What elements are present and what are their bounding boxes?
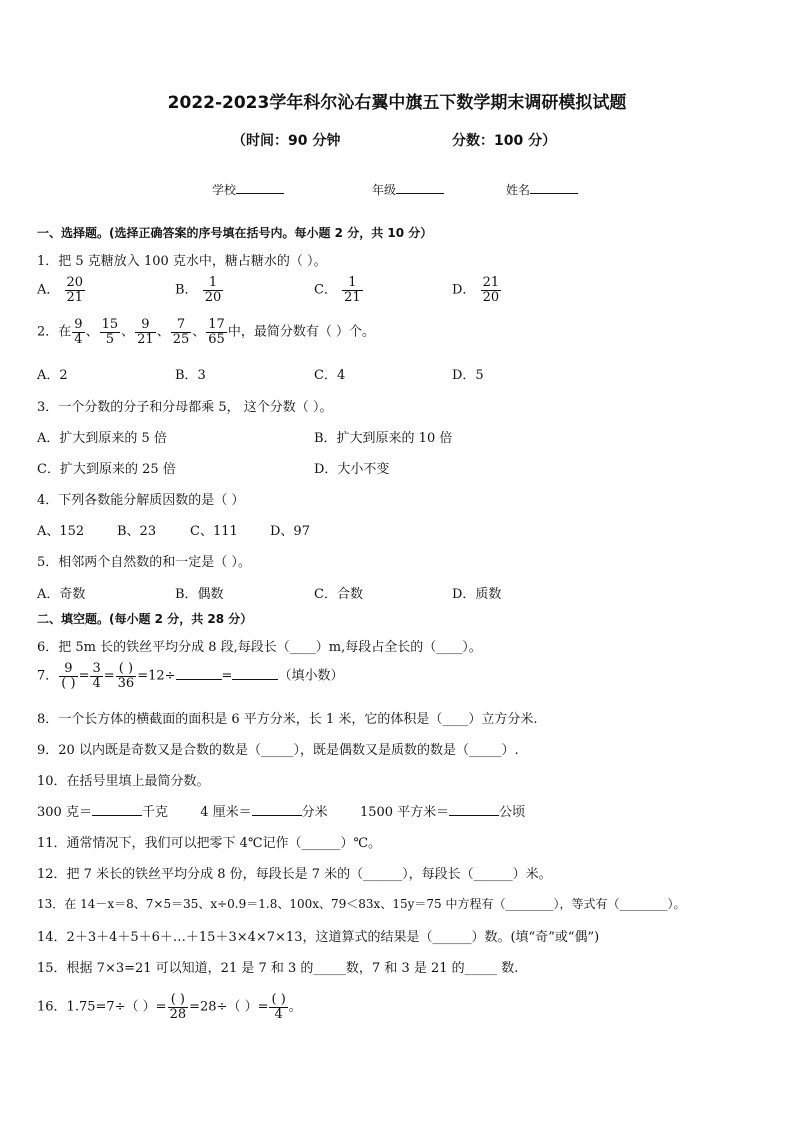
name-field [506, 181, 578, 198]
exam-score: 分数：100 分） [452, 133, 557, 149]
fraction: $\frac{9}{( )}$ [61, 661, 76, 691]
q1-option-b: B． $\frac{1}{20}$ [175, 275, 222, 305]
school-field [212, 181, 284, 198]
question-6: 6．把 5m 长的铁丝平均分成 8 段,每段长（____）m,每段占全长的（____）。 [37, 640, 482, 655]
q2-option-c: C．4 [314, 368, 346, 383]
question-16: 16．1.75=7÷（ ）= $\frac{( )}{28}$ =28÷（ ）= $\frac{( )}{4}$ 。 [37, 992, 302, 1022]
fraction: $\frac{( )}{36}$ [117, 661, 135, 691]
q5-option-c: C．合数 [314, 587, 363, 602]
q1-option-d: D． $\frac{21}{20}$ [452, 275, 500, 305]
q3-option-d: D．大小不变 [314, 462, 390, 477]
question-7: 7． $\frac{9}{( )}$ = $\frac{3}{4}$ = $\frac{( )}{36}$ =12÷ = （填小数） [37, 661, 344, 691]
section-heading: 二、填空题。(每小题 2 分，共 28 分） [37, 612, 253, 626]
q5-option-a: A．奇数 [37, 587, 86, 602]
school-blank[interactable] [236, 181, 284, 194]
q4-option-c: C、111 [190, 524, 238, 539]
exam-time: （时间：90 分钟 [232, 133, 341, 149]
q1-option-a: A． $\frac{20}{21}$ [37, 275, 84, 305]
fraction: $\frac{17}{65}$ [208, 317, 225, 347]
question-14: 14．2＋3＋4＋5＋6＋…＋15＋3×4×7×13，这道算式的结果是（______）数。(填“奇”或“偶”) [37, 930, 600, 945]
answer-blank[interactable] [92, 803, 142, 816]
answer-blank[interactable] [252, 803, 302, 816]
q4-option-b: B、23 [117, 524, 157, 539]
question-2: 2．在 $\frac{9}{4}$ 、 $\frac{15}{5}$ 、 $\frac{9}{21}$ 、 $\frac{7}{25}$ 、 $\frac{17}{65}$ 中，最简分数有（ ）个。 [37, 317, 375, 347]
section-heading: 一、选择题。(选择正确答案的序号填在括号内。每小题 2 分，共 10 分） [37, 226, 433, 240]
q1-option-c: C． $\frac{1}{21}$ [314, 275, 361, 305]
name-blank[interactable] [530, 181, 578, 194]
grade-label: 年级 [372, 183, 397, 197]
fraction: $\frac{9}{4}$ [74, 317, 83, 347]
question-12: 12．把 7 米长的铁丝平均分成 8 份，每段长是 7 米的（______），每段长（______）米。 [37, 867, 552, 882]
q4-option-d: D、97 [270, 524, 310, 539]
grade-blank[interactable] [396, 181, 444, 194]
question-10: 10．在括号里填上最简分数。 [37, 774, 210, 789]
question-4: 4．下列各数能分解质因数的是（ ） [37, 493, 245, 508]
question-9: 9．20 以内既是奇数又是合数的数是（_____），既是偶数又是质数的数是（_____）. [37, 743, 519, 758]
q5-option-d: D．质数 [452, 587, 502, 602]
fraction: $\frac{21}{20}$ [482, 275, 500, 305]
q3-option-c: C．扩大到原来的 25 倍 [37, 462, 176, 477]
question-1: 1．把 5 克糖放入 100 克水中，糖占糖水的（ ）。 [37, 254, 327, 269]
school-label: 学校 [212, 183, 237, 197]
fraction: $\frac{15}{5}$ [101, 317, 119, 347]
question-8: 8．一个长方体的横截面的面积是 6 平方分米，长 1 米，它的体积是（____）立方分米. [37, 712, 538, 727]
question-13: 13．在 14－x＝8、7×5＝35、x÷0.9＝1.8、100x、79＜83x、15y＝75 中方程有（________），等式有（________）。 [37, 897, 686, 911]
fraction: $\frac{1}{21}$ [344, 275, 361, 305]
fraction: $\frac{20}{21}$ [66, 275, 84, 305]
fraction: $\frac{( )}{28}$ [169, 992, 187, 1022]
q2-option-d: D．5 [452, 368, 484, 383]
answer-blank[interactable] [232, 667, 278, 680]
q2-option-b: B．3 [175, 368, 206, 383]
question-11: 11．通常情况下，我们可以把零下 4℃记作（______）℃。 [37, 836, 382, 851]
fraction: $\frac{9}{21}$ [137, 317, 154, 347]
fraction: $\frac{7}{25}$ [172, 317, 190, 347]
question-10-items: 300 克＝ 千克 4 厘米＝ 分米 1500 平方米＝ 公顷 [37, 805, 526, 820]
q3-option-b: B．扩大到原来的 10 倍 [314, 431, 453, 446]
question-5: 5．相邻两个自然数的和一定是（ ）。 [37, 555, 251, 570]
q2-option-a: A．2 [37, 368, 68, 383]
question-15: 15．根据 7×3=21 可以知道，21 是 7 和 3 的_____数，7 和 3 是 21 的_____ 数. [37, 961, 519, 976]
name-label: 姓名 [506, 183, 531, 197]
fraction: $\frac{( )}{4}$ [271, 992, 286, 1022]
fraction: $\frac{3}{4}$ [92, 661, 101, 691]
fraction: $\frac{1}{20}$ [204, 275, 222, 305]
answer-blank[interactable] [176, 667, 222, 680]
q4-option-a: A、152 [37, 524, 85, 539]
grade-field [372, 181, 444, 198]
answer-blank[interactable] [449, 803, 499, 816]
question-3: 3．一个分数的分子和分母都乘 5， 这个分数（ ）。 [37, 400, 333, 415]
q5-option-b: B．偶数 [175, 587, 224, 602]
page-title: 2022-2023学年科尔沁右翼中旗五下数学期末调研模拟试题 [167, 93, 627, 113]
q3-option-a: A．扩大到原来的 5 倍 [37, 431, 167, 446]
